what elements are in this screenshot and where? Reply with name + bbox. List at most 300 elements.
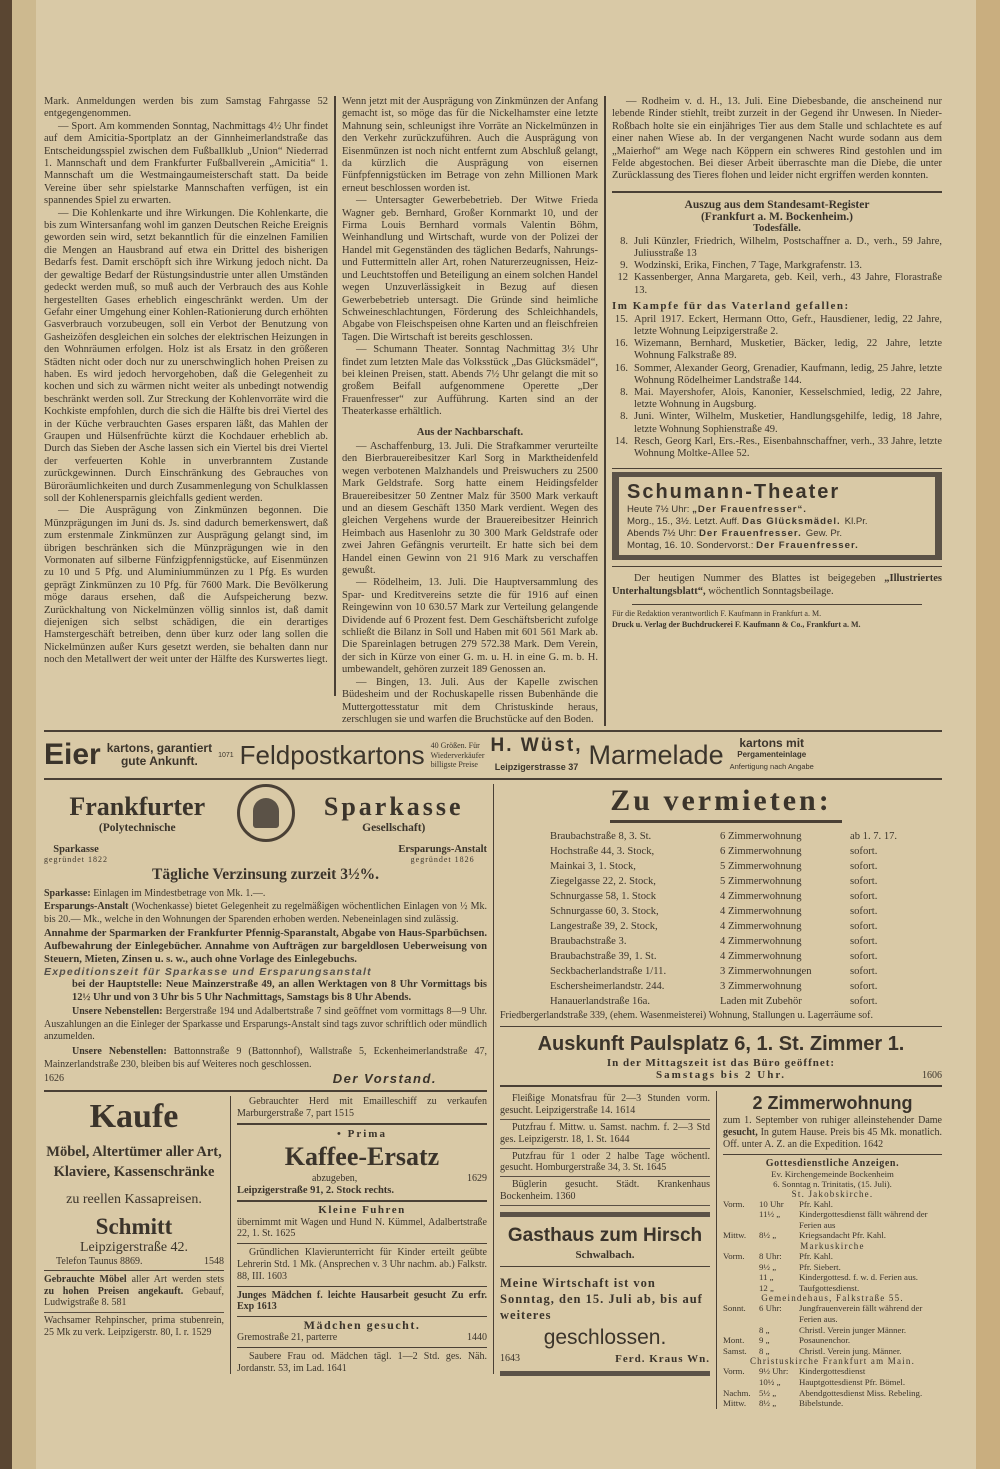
- rental-address: Braubachstraße 39, 1. St.: [550, 951, 657, 963]
- ad-eier-sub: [107, 742, 212, 768]
- service-day: [723, 1377, 759, 1388]
- service-day: Sonnt.: [723, 1303, 746, 1314]
- column-2: [336, 96, 606, 726]
- entry-text: Juli Künzler, Friedrich, Wilhelm, Postschaffner a. D., verh., 59 Jahre, Juliusstraße 13: [634, 235, 942, 260]
- service-description: Pfr. Kahl.: [799, 1251, 833, 1262]
- ad-number: 1642: [863, 1138, 884, 1150]
- theater-line: [627, 540, 927, 552]
- hirsch-title: Gasthaus zum Hirsch: [507, 1224, 703, 1246]
- service-row: [723, 1335, 942, 1346]
- entry-date: 16.: [614, 338, 628, 350]
- ad-text: aller Art werden stets: [126, 1273, 225, 1285]
- saturday-hours: Samstags bis 2 Uhr.: [656, 1069, 786, 1082]
- text: Einlagen im Mindestbetrage von Mk. 1.—.: [90, 888, 266, 900]
- notice-text: wöchentlich Sonntagsbeilage.: [708, 586, 834, 598]
- service-row: [723, 1377, 942, 1388]
- rental-availability: sofort.: [850, 996, 878, 1008]
- supplement-name: „Illustriertes Unterhaltungsblatt“,: [612, 573, 943, 598]
- rental-type: 6 Zimmerwohnung: [720, 831, 802, 843]
- label: Ersparungs-Anstalt: [44, 900, 129, 912]
- ad-wuest-address: Leipzigerstrasse 37: [494, 762, 579, 773]
- maedchen-title: Mädchen gesucht.: [303, 1318, 421, 1333]
- ad-text: Wachsamer Rehpinscher, prima stubenrein, 25 Mk zu verk. Leipzigerstr. 80, I. r.: [44, 1315, 224, 1339]
- article-paragraph: — Rödelheim, 13. Juli. Die Hauptversammlung des Spar- und Kreditvereins setzte die für 1916 auf einen Reingewinn von 10 630.57 Mark zur Verteilung gelangende Dividende auf 6 Prozent fest. Dem Geschäftsbericht zufolge schließt die Bilanz in Soll und Haben mit 601 561 Mark ab. Die Spareinlagen betrugen 279 572.38 Mark. Dem Verein, der sich in Kürze von einer G. m. u. H. in eine G. m. b. H. umbewandelt, gehören zurzeit 189 Genossen an.: [342, 577, 598, 676]
- service-description: Christl. Verein jung. Männer.: [799, 1345, 902, 1356]
- rule: [612, 468, 942, 469]
- hirsch-ad: [500, 1223, 710, 1365]
- hirsch-text: Meine Wirtschaft ist von Sonntag, den 15. Juli ab, bis auf weiteres: [500, 1275, 703, 1322]
- register-entry: [612, 314, 942, 338]
- rental-row: [550, 994, 942, 1009]
- entry-date: 9.: [620, 260, 628, 272]
- beehive-seal-icon: [237, 784, 295, 842]
- classified-ad: [237, 1290, 487, 1314]
- label: Unsere Nebenstellen:: [72, 1046, 167, 1058]
- kaufe-address: Leipzigerstraße 42.: [79, 1239, 189, 1255]
- news-rodheim: [612, 96, 942, 183]
- service-description: Abendgottesdienst Miss. Rebeling.: [799, 1387, 923, 1398]
- article-paragraph: — Untersagter Gewerbebetrieb. Der Witwe Frieda Wagner geb. Bernhard, Großer Kornmarkt 10, und der Firma Louis Bernhard vormals Valentin Böhm, Weinhandlung und Wirtschaft, wurde von der Polizei der Handel mit Gegenständen des täglichen Bedarfs, Nahrungs- und Futtermitteln aller Art, rohen Naturerzeugnissen, Heiz- und Leuchtstoffen und Beteiligung an einem solchen Handel wegen Unzuverlässigkeit in Bezug auf diesen Gewerbebetrieb untersagt. Die Gründe sind heimliche Schweineschlachtungen, Förderung des Schleichhandels, Abgabe von Fleischspeisen ohne Karten und an fleischfreien Tagen. Die Wirtschaft ist bereits geschlossen.: [342, 195, 598, 343]
- classified-ad: [237, 1247, 487, 1282]
- small-ads-middle: [230, 1096, 487, 1375]
- rental-ad: [500, 784, 942, 1022]
- entry-date: 16.: [614, 362, 628, 374]
- advert-band: [44, 730, 942, 780]
- left-ads: [44, 784, 494, 1374]
- auskunft-title: Auskunft Paulsplatz 6, 1. St. Zimmer 1.: [537, 1033, 905, 1056]
- ad-number: 1629: [467, 1173, 487, 1185]
- rental-row: [550, 859, 942, 874]
- service-row: [723, 1262, 942, 1273]
- ad-text: Junges Mädchen f. leichte Hausarbeit gesucht Zu erfr. Exp: [237, 1289, 487, 1313]
- office-hours: In der Mittagszeit ist das Büro geöffnet:: [606, 1057, 836, 1070]
- ad-text: Gebrauchter Herd mit Emailleschiff zu verkaufen Marburgerstraße 7, part: [237, 1095, 487, 1119]
- rental-availability: sofort.: [850, 921, 878, 933]
- play-title: „Der Frauenfresser“.: [692, 504, 807, 516]
- rental-availability: sofort.: [850, 966, 878, 978]
- rental-row: [550, 934, 942, 949]
- rental-availability: sofort.: [850, 906, 878, 918]
- article-paragraph: Wenn jetzt mit der Ausprägung von Zinkmünzen der Anfang gemacht ist, so möge das für die Nickelhamster eine letzte Mahnung sein, schleunigst ihre Vorräte an Nickelmünzen in den Verkehr zurückzuführen. Auch die Ausprägung von Eisenmünzen ist noch nicht entfernt zum Abschluß gelangt, da kürzlich die Ausprägung von eisernen Fünfpfennigstücken im Betrage von zehn Millionen Mark erneut beschlossen worden ist.: [342, 96, 598, 194]
- rental-type: 4 Zimmerwohnung: [720, 906, 802, 918]
- register-entry: [612, 272, 942, 296]
- sparkasse-right-year: gegründet 1826: [410, 855, 475, 865]
- ad-text: Gebauf, Ludwigstraße 8.: [44, 1285, 224, 1309]
- ad-wuest-name: H. Wüst,: [490, 735, 583, 757]
- hirsch-signature: Ferd. Kraus Wn.: [615, 1352, 710, 1365]
- entry-date: 15.: [614, 313, 628, 325]
- service-day: Mittw.: [723, 1230, 747, 1241]
- ad-text: kartons mit: [739, 736, 805, 751]
- ad-text: Anfertigung nach Angabe: [729, 762, 814, 772]
- sparkasse-deposits: [44, 888, 487, 901]
- rental-availability: sofort.: [850, 861, 878, 873]
- classified-ad: [500, 1120, 710, 1149]
- ad-number: 1603: [267, 1270, 287, 1282]
- kaufe-prices: zu reellen Kassapreisen.: [66, 1191, 202, 1207]
- service-row: [723, 1366, 942, 1377]
- hours-heading: Expeditionszeit für Sparkasse und Ersparungsanstalt: [44, 966, 372, 979]
- service-description: Kindergottesdienst fällt während der Ferien aus: [799, 1209, 928, 1230]
- ad-number: 1548: [204, 1255, 224, 1267]
- rental-address: Langestraße 39, 2. Stock,: [550, 921, 658, 933]
- small-ads-right: [500, 1091, 710, 1205]
- ad-number: 581: [111, 1297, 127, 1309]
- ad-text: Gremostraße 21, parterre: [237, 1331, 338, 1343]
- article-paragraph: Mark. Anmeldungen werden bis zum Samstag Fahrgasse 52 entgegengenommen.: [44, 96, 328, 120]
- service-row: [723, 1325, 942, 1336]
- rental-availability: sofort.: [850, 846, 878, 858]
- column-3: [606, 96, 942, 630]
- bottom-right-ads: [500, 1091, 942, 1408]
- theater-text: Montag, 16. 10. Sondervorst.:: [627, 540, 757, 552]
- register-entry: [612, 436, 942, 460]
- rental-type: 3 Zimmerwohnung: [720, 981, 802, 993]
- service-row: [723, 1272, 942, 1283]
- advertisements: [44, 784, 942, 1408]
- rule: [500, 1085, 942, 1087]
- fuhren-title: Kleine Fuhren: [318, 1203, 406, 1216]
- theater-text: Heute 7½ Uhr:: [627, 504, 693, 516]
- church-name: St. Jakobskirche.: [791, 1188, 874, 1199]
- service-description: Pfr. Siebert.: [799, 1261, 841, 1272]
- rental-type: Laden mit Zubehör: [720, 996, 802, 1008]
- register-title: Auszug aus dem Standesamt-Register: [684, 198, 870, 211]
- service-row: [723, 1303, 942, 1324]
- rental-type: 4 Zimmerwohnung: [720, 936, 802, 948]
- article-paragraph: — Die Ausprägung von Zinkmünzen begonnen. Die Münzprägungen im Juni ds. Js. sind dadurch bemerkenswert, daß zum erstenmale Zinkmünzen zur Ausprägung gelangt sind, im übrigen beschränken sich die Münzprägungen wie in den Vormonaten auf silberne Fünfzigpfennigstücke, auf Eisenmünzen zu 10 und 5 Pfg. und Aluminiummünzen zu 1 Pfg. Es wurden geprägt Zinkmünzen zu 10 Pfg. für 7600 Mark. Die Bevölkerung möge daraus ersehen, daß die Aufspeicherung bezw. Zurückhaltung von Nickelmünzen völlig sinnlos ist, daß damit diejenigen sich selbst schädigen, die ein derartiges Hamstergeschäft betreiben, denn über kurz oder lang sollen die Nickelmünzen außer Kurs gesetzt werden, sie behalten dann nur noch den Metallwert der weit unter der Hälfte des Kurswertes liegt.: [44, 505, 328, 666]
- ad-text: kartons, garantiert: [106, 741, 213, 756]
- service-time: 11 „: [759, 1272, 774, 1283]
- civil-register: [612, 199, 942, 460]
- service-time: 9 „: [759, 1335, 770, 1346]
- service-time: 6 Uhr:: [759, 1303, 782, 1314]
- service-row: [723, 1209, 942, 1230]
- page-edge-right: [976, 0, 1000, 1469]
- entry-date: 8.: [620, 387, 628, 399]
- play-title: Der Frauenfresser.: [756, 540, 859, 552]
- rental-type: 4 Zimmerwohnung: [720, 891, 802, 903]
- hours-text: bei der Hauptstelle: Neue Mainzerstraße 49, an allen Werktagen von 8 Uhr Vormittags bis 12½ Uhr und von 3 Uhr bis 5 Uhr Nachmittags, Samstags bis 8 Uhr Abends.: [72, 979, 487, 1003]
- column-1: [44, 96, 336, 696]
- ad-number: 1645: [646, 1162, 667, 1174]
- entry-text: April 1917. Eckert, Hermann Otto, Gefr., Hausdiener, ledig, 22 Jahre, letzte Wohnung Leipzigerstraße 2.: [634, 313, 942, 338]
- ad-number: 1606: [922, 1070, 942, 1082]
- service-day: Mont.: [723, 1335, 745, 1346]
- ad-marmelade-sub: [730, 738, 814, 772]
- kaufe-items: Möbel, Altertümer aller Art, Klaviere, Kassenschränke: [46, 1143, 222, 1180]
- register-entry: [612, 387, 942, 411]
- service-row: [723, 1199, 942, 1210]
- service-day: Vorm.: [723, 1198, 745, 1209]
- church-name: Christuskirche Frankfurt am Main.: [749, 1356, 916, 1367]
- ad-text: abzugeben,: [312, 1173, 358, 1185]
- theater-line: [627, 504, 927, 516]
- service-day: [723, 1209, 759, 1230]
- ad-text: Putzfrau für 1 oder 2 halbe Tage wöchentl. gesucht. Homburgerstraße 34, 3. St.: [500, 1150, 710, 1174]
- classified-ad: [237, 1096, 487, 1120]
- kaffee-address: Leipzigerstraße 91, 2. Stock rechts.: [237, 1185, 394, 1197]
- ad-number: 1626: [44, 1073, 64, 1085]
- ad-text: Gründlichen Klavierunterricht für Kinder erteilt geübte Lehrerin Std. 1 Mk. (Ansprechen v. 3 Uhr nachm. ab.) Falkstr. 88, III.: [237, 1247, 487, 1282]
- rental-type: 5 Zimmerwohnung: [720, 876, 802, 888]
- rule: [632, 604, 922, 605]
- ad-text: Büglerin gesucht. Städt. Krankenhaus Bockenheim.: [500, 1179, 710, 1202]
- hirsch-closed: geschlossen.: [543, 1325, 667, 1349]
- service-day: Vorm.: [723, 1366, 745, 1377]
- theater-text: Morg., 15., 3½. Letzt. Auff.: [627, 516, 743, 528]
- ad-number: 1440: [467, 1331, 487, 1343]
- service-time: 8½ „: [759, 1230, 777, 1241]
- article-paragraph: — Die Kohlenkarte und ihre Wirkungen. Die Kohlenkarte, die bis zum Wintersanfang wohl im ganzen Deutschen Reiche Ereignis geworden sein wird, setzt bekanntlich für die einzelnen Familien die Mengen an Hausbrand auf etwa ein Drittel des bisherigen Bedarfs fest. Damit erschöpft sich ihre Wirkung jedoch nicht. Da der gewaltige Bedarf der Rüstungsindustrie unter allen Umständen gedeckt werden muß, so muß auch der Verbrauch des aus Kohle hergestellten Gases erheblich eingeschränkt werden. Um der Gefahr einer Umgehung einer Kohlen-Rationierung durch erhöhten Gasverbrauch vorzubeugen, soll ein Verbot der Benutzung von Gasheizöfen desgleichen ein solches der elektrischen Heizungen in den Wohnräumen erfolgen. Holz ist als Ersatz in den größeren Städten nicht oder doch nur zu unerschwinglich hohen Preisen zu haben. Es wird jedoch hervorgehoben, daß die Gelegenheit zu kochen und sich zu wärmen nicht weiter als unbedingt notwendig beschränkt werden soll. Zur Streckung der Kohlenvorräte wird die Kochkiste empfohlen, durch die sich die Hälfte bis drei Viertel des in der Küche verbrauchten Gases ersparen läßt, das Mahlen der Graupen und Hülsenfrüchte kürzt die Kochdauer erheblich ab. Durch das Sieben der Asche lassen sich ein Viertel bis drei Viertel der verfeuerten Kohle in unverbranntem Zustande zurückgewinnen. Durch Einschränkung des Gebrauches von Büroräumlichkeiten und durch Zusammenlegung von Schulklassen soll der Kohlenersparnis gleichfalls gedient werden.: [44, 207, 328, 504]
- rental-title: Zu vermieten:: [610, 784, 832, 818]
- signature: Der Vorstand.: [332, 1071, 437, 1087]
- rental-row: [550, 904, 942, 919]
- service-row: [723, 1388, 942, 1399]
- hirsch-place: Schwalbach.: [575, 1248, 635, 1261]
- church-name: Gemeindehaus, Falkstraße 55.: [761, 1293, 904, 1304]
- church-title: Gottesdienstliche Anzeigen.: [765, 1157, 900, 1169]
- text: Battonnstraße 9 (Battonnhof), Wallstraße 5, Eckenheimerlandstraße 47, Mainzerlandstraße 230, bleiben bis auf Weiteres noch geschlossen.: [44, 1046, 488, 1070]
- rental-row: [550, 949, 942, 964]
- kaffee-prima: • Prima: [337, 1128, 387, 1141]
- imprint: [612, 609, 942, 630]
- sparkasse-subtitle: Gesellschaft): [362, 822, 426, 835]
- church-services: [723, 1158, 942, 1409]
- service-time: 10 Uhr: [759, 1198, 784, 1209]
- article-paragraph: — Schumann Theater. Sonntag Nachmittag 3½ Uhr findet zum letzten Male das Volksstück „Das Glücksmädel“, bei kleinen Preisen, statt. Abends 7½ Uhr gelangt die mit so großem Beifall aufgenommene Operette „Der Frauenfresser“ zur Aufführung. Karten sind an der Theaterkasse erhältlich.: [342, 344, 598, 418]
- service-description: Taufgottesdienst.: [799, 1282, 860, 1293]
- rental-type: 5 Zimmerwohnung: [720, 861, 802, 873]
- service-time: 8½ „: [759, 1398, 777, 1409]
- ad-number: 1529: [191, 1327, 212, 1339]
- classified-ad: [500, 1177, 710, 1206]
- kaufe-name: Schmitt: [95, 1213, 173, 1239]
- service-description: Posaunenchor.: [799, 1335, 851, 1346]
- article-text: — Rodheim v. d. H., 13. Juli. Eine Diebesbande, die anscheinend nur lebende Rinder stiehlt, treibt zurzeit in der Gegend ihr Unwesen. In Nieder-Roßbach holte sie ein einjähriges Tier aus dem Stalle und schlachtete es auf einer nahen Wiese ab. In der vergangenen Nacht wurde sodann aus dem „Maierhof“ am Wege nach Köppern ein schweres Rind gestohlen und im Felde abgestochen. Bei dieser Arbeit überraschte man die Diebe, die unter Zurücklassung des Tieres flohen und leider nicht ergriffen werden konnten.: [612, 96, 942, 182]
- service-time: 8 „: [759, 1345, 770, 1356]
- service-row: [723, 1230, 942, 1241]
- classified-ad: [500, 1149, 710, 1178]
- rental-row: [550, 829, 942, 844]
- ad-feldpost-title: Feldpostkartons: [239, 739, 425, 770]
- play-title: Das Glücksmädel.: [742, 516, 841, 528]
- rental-extra: Friedbergerlandstraße 339, (ehem. Wasenmeisterei) Wohnung, Stallungen u. Lagerräume sof.: [500, 1010, 874, 1022]
- register-entry: [612, 236, 942, 260]
- rental-row: [550, 919, 942, 934]
- service-description: Kindergottesd. f. w. d. Ferien aus.: [799, 1272, 918, 1283]
- article-paragraph: — Sport. Am kommenden Sonntag, Nachmittags 4½ Uhr findet auf dem Amicitia-Sportplatz an der Ginnheimerlandstraße das Entscheidungsspiel zwischen dem Fußballklub „Union“ Niederrad 1. Mannschaft und dem Frankfurter Fußballverein „Amicitia“ 1. Mannschaft um die Westmaingaumeisterschaft statt. Da beide Vereine über sehr spielstarke Mannschaften verfügen, ist ein spannendes Spiel zu erwarten.: [44, 120, 328, 207]
- rental-address: Schnurgasse 58, 1. Stock: [550, 891, 657, 903]
- ad-number: 1614: [615, 1105, 636, 1117]
- service-day: Mittw.: [723, 1398, 747, 1409]
- rental-row: [550, 964, 942, 979]
- service-row: [723, 1346, 942, 1357]
- classified-ad: [237, 1351, 487, 1375]
- label: Sparkasse:: [44, 888, 91, 900]
- register-entry: [612, 338, 942, 362]
- ad-text: übernimmt mit Wagen und Hund N. Kümmel, Adalbertstraße 22, 1. St.: [237, 1216, 487, 1240]
- register-subtitle: (Frankfurt a. M. Bockenheim.): [700, 210, 854, 223]
- classified-ad: [44, 1312, 224, 1339]
- auskunft-ad: [500, 1031, 942, 1081]
- sparkasse-title-right: Sparkasse: [323, 792, 464, 822]
- theater-title: Schumann-Theater: [627, 481, 841, 504]
- newspaper-page: [44, 0, 942, 1429]
- play-title: Der Frauenfresser.: [699, 528, 802, 540]
- interest-headline: Tägliche Verzinsung zurzeit 3½%.: [152, 866, 379, 884]
- rule: [610, 820, 842, 823]
- sparkasse-subtitle: (Polytechnische: [98, 822, 176, 835]
- rental-address: Seckbacherlandstraße 1/11.: [550, 966, 667, 978]
- kaufe-telephone: Telefon Taunus 8869.: [56, 1255, 143, 1267]
- ad-bold: Gebrauchte Möbel: [44, 1273, 127, 1285]
- ad-text: zum 1. September von ruhiger alleinstehender Dame: [723, 1115, 942, 1127]
- rental-availability: sofort.: [850, 936, 878, 948]
- register-entry: [612, 363, 942, 387]
- text: Bergerstraße 194 und Adalbertstraße 7 sind geöffnet vom vormittags 8—9 Uhr. Auszahlungen an die Einleger der Sparkasse und Ersparungs-Anstalt sind tags zuvor schriftlich oder mündlich anzumelden.: [44, 1006, 487, 1043]
- ad-text: gute Ankunft.: [120, 754, 198, 769]
- right-ads: [494, 784, 942, 1408]
- ad-number: 1071: [218, 751, 234, 759]
- entry-text: Resch, Georg Karl, Ers.-Res., Eisenbahnschaffner, verh., 33 Jahre, letzte Wohnung Moltke-Allee 52.: [634, 435, 942, 460]
- service-time: 10½ „: [759, 1377, 781, 1388]
- service-time: 9½ Uhr:: [759, 1366, 789, 1377]
- rental-row: [550, 844, 942, 859]
- rule: [44, 1270, 224, 1271]
- zimmer-ad: [716, 1091, 942, 1408]
- theater-text: Kl.Pr.: [844, 516, 868, 528]
- service-description: Kindergottesdienst: [799, 1366, 866, 1377]
- article-paragraph: — Bingen, 13. Juli. Aus der Kapelle zwischen Büdesheim und der Rochuskapelle rissen Bubenhände die Muttergottesstatur mit dem Christuskinde heraus, zerschlugen sie und warfen die Bruchstücke auf den Boden.: [342, 676, 598, 725]
- ad-text: 40 Größen. Für: [430, 741, 480, 751]
- theater-text: Gew. Pr.: [805, 528, 843, 540]
- service-description: Pfr. Kahl.: [799, 1198, 833, 1209]
- register-entry: [612, 411, 942, 435]
- service-day: [723, 1325, 759, 1336]
- theater-line: [627, 528, 927, 540]
- ad-bold: gesucht,: [723, 1127, 758, 1139]
- bottom-left-ads: [44, 1096, 487, 1375]
- service-time: 8 „: [759, 1324, 770, 1335]
- entry-text: Kassenberger, Anna Margareta, geb. Keil, verh., 43 Jahre, Florastraße 13.: [634, 272, 942, 296]
- rule: [500, 1026, 942, 1027]
- ad-number: 1641: [326, 1362, 347, 1374]
- ad-bold: zu hohen Preisen angekauft.: [44, 1285, 184, 1297]
- rental-row: [550, 889, 942, 904]
- service-description: Christl. Verein junger Männer.: [799, 1324, 907, 1335]
- deaths-heading: Todesfälle.: [753, 222, 801, 234]
- rental-address: Ziegelgasse 22, 2. Stock,: [550, 876, 656, 888]
- ad-number: 1613: [256, 1301, 277, 1313]
- service-description: Hauptgottesdienst Pfr. Bömel.: [799, 1377, 906, 1388]
- ad-wuest: [491, 735, 583, 775]
- notice-text: Der heutigen Nummer des Blattes ist beigegeben: [634, 573, 876, 585]
- ad-feldpost-sub: [431, 741, 485, 770]
- service-time: 8 Uhr:: [759, 1251, 782, 1262]
- label: Unsere Nebenstellen:: [72, 1006, 163, 1018]
- small-ads-left: [44, 1274, 224, 1339]
- branches-closed: [44, 1046, 487, 1071]
- entry-text: Mai. Mayershofer, Alois, Kanonier, Kesselschmied, ledig, 22 Jahre, letzte Wohnung in Augsburg.: [634, 387, 942, 411]
- entry-text: Juni. Winter, Wilhelm, Musketier, Handlungsgehilfe, ledig, 18 Jahre, letzte Wohnung Sophienstraße 49.: [634, 411, 942, 435]
- ad-number: 1360: [555, 1190, 576, 1202]
- sparkasse-right-name: Ersparungs-Anstalt: [398, 844, 487, 856]
- register-entry: [612, 260, 942, 272]
- kaffee-title: Kaffee-Ersatz: [284, 1142, 440, 1172]
- ad-number: 1643: [500, 1352, 520, 1364]
- section-heading: Aus der Nachbarschaft.: [416, 426, 524, 438]
- sparkasse-left-year: gegründet 1822: [44, 855, 108, 865]
- zimmer-title: 2 Zimmerwohnung: [752, 1093, 913, 1114]
- fallen-heading: Im Kampfe für das Vaterland gefallen:: [612, 299, 850, 312]
- kaufe-ad: [44, 1096, 224, 1267]
- ad-marmelade-title: Marmelade: [588, 739, 724, 770]
- ad-text: Putzfrau f. Mittw. u. Samst. nachm. f. 2—3 Std ges. Leipzigerstr. 18, 1. St.: [500, 1121, 710, 1145]
- sparkasse-title-left: Frankfurter: [69, 792, 206, 822]
- rental-availability: ab 1. 7. 17.: [850, 831, 898, 843]
- imprint-editor: Für die Redaktion verantwortlich F. Kaufmann in Frankfurt a. M.: [612, 609, 822, 619]
- page-edge-left: [0, 0, 12, 1469]
- ad-text: billigste Preise: [430, 760, 478, 770]
- rental-availability: sofort.: [850, 891, 878, 903]
- theater-ad: [612, 472, 942, 560]
- kaufe-title: Kaufe: [89, 1097, 179, 1135]
- church-parish: Ev. Kirchengemeinde Bockenheim: [771, 1168, 894, 1179]
- rule: [44, 1090, 487, 1092]
- rental-address: Braubachstraße 3.: [550, 936, 627, 948]
- ad-text: Saubere Frau od. Mädchen tägl. 1—2 Std. ges. Näh. Jordanstr. 53, im Lad.: [237, 1350, 487, 1374]
- rule: [612, 566, 942, 567]
- service-time: 11½ „: [759, 1209, 781, 1220]
- entry-text: Sommer, Alexander Georg, Grenadier, Kaufmann, ledig, 25 Jahre, letzte Wohnung Rödelheimer Landstraße 144.: [634, 362, 942, 386]
- sparkasse-left-name: Sparkasse: [53, 844, 99, 856]
- rental-row: [550, 874, 942, 889]
- text: (Wochenkasse) bietet Gelegenheit zu regelmäßigen wöchentlichen Einlagen von ½ Mk. bis 20.— Mk., welche in den Wohnungen der Sparenden erhoben werden. Nebeneinlagen sind zulässig.: [44, 900, 487, 925]
- page-edge-previous: [12, 0, 36, 1469]
- rental-type: 4 Zimmerwohnung: [720, 921, 802, 933]
- service-description: Kriegsandacht Pfr. Kahl.: [799, 1230, 886, 1241]
- service-day: [723, 1262, 759, 1273]
- rental-type: 3 Zimmerwohnungen: [720, 966, 812, 978]
- entry-date: 14.: [614, 435, 628, 447]
- rule: [500, 1212, 710, 1217]
- service-time: 5½ „: [759, 1387, 777, 1398]
- rental-address: Hochstraße 44, 3. Stock,: [550, 846, 655, 858]
- rule: [500, 1371, 710, 1376]
- supplement-notice: [612, 572, 942, 598]
- classified-ad: [500, 1091, 710, 1120]
- church-name: Markuskirche: [800, 1241, 865, 1252]
- ad-number: 1625: [275, 1228, 296, 1240]
- rule: [612, 191, 942, 193]
- entry-date: 8.: [620, 411, 628, 423]
- service-row: [723, 1283, 942, 1294]
- rental-type: 4 Zimmerwohnung: [720, 951, 802, 963]
- imprint-publisher: Druck u. Verlag der Buchdruckerei F. Kaufmann & Co., Frankfurt a. M.: [612, 619, 861, 629]
- service-time: 9½ „: [759, 1261, 777, 1272]
- rental-type: 6 Zimmerwohnung: [720, 846, 802, 858]
- entry-date: 12: [617, 272, 628, 284]
- service-day: [723, 1272, 759, 1283]
- service-day: [723, 1283, 759, 1294]
- service-day: Nachm.: [723, 1387, 751, 1398]
- rental-address: Schnurgasse 60, 3. Stock,: [550, 906, 659, 918]
- entry-text: Wodzinski, Erika, Finchen, 7 Tage, Markgrafenstr. 13.: [634, 260, 863, 272]
- service-row: [723, 1251, 942, 1262]
- service-day: Samst.: [723, 1345, 747, 1356]
- ad-text: Fleißige Monatsfrau für 2—3 Stunden vorm. gesucht. Leipzigerstraße 14.: [500, 1093, 710, 1117]
